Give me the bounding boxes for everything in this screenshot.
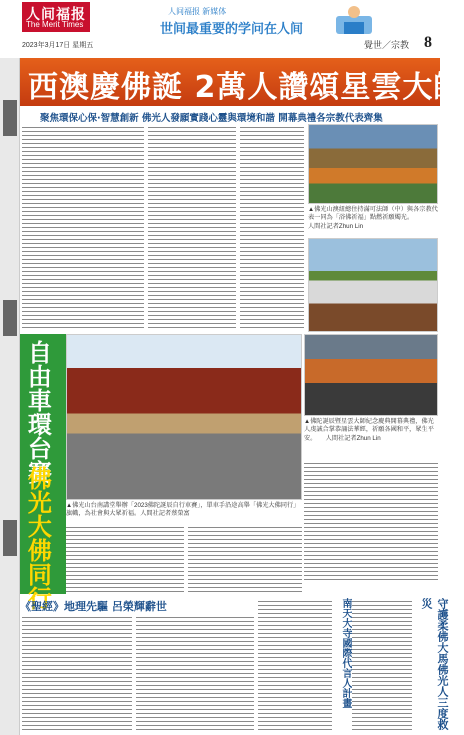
cycling-subtitle: 佛光大佛同行	[23, 466, 52, 610]
article-text-column	[136, 614, 254, 732]
sidebar-band	[3, 300, 17, 336]
article-text-column	[258, 598, 332, 732]
promo-tag: 人间福报 新媒体	[168, 7, 227, 16]
story-title-johor: 守護柔佛大馬佛光人三度救災	[420, 598, 449, 730]
edge-sidebar	[0, 0, 20, 735]
caption-photo1: ▲佛光山澳紐總住持滿可法師（中）與各宗教代表一同為「浴佛祈福」點燃祈願燭光。 人間社記者Zhun Lin	[308, 206, 438, 230]
logo-chinese: 人间福报	[26, 6, 86, 22]
issue-date: 2023年3月17日 星期五	[22, 42, 94, 49]
subheadline: 聚焦環保心保·智慧創新 佛光人發願實踐心靈與環境和諧 開幕典禮各宗教代表齊集	[40, 113, 383, 124]
photo-ceremony	[308, 124, 438, 204]
headline: 西澳慶佛誕 2萬人讚頌星雲大師	[28, 70, 464, 105]
promo-slogan: 世间最重要的学问在人间	[160, 21, 304, 36]
photo-crowd	[308, 238, 438, 332]
article-text-column	[240, 124, 304, 330]
article-text-column	[22, 124, 144, 330]
article-text-column	[304, 460, 438, 580]
newspaper-logo[interactable]	[22, 2, 90, 32]
photo-monks	[304, 334, 438, 416]
cycling-title: 自由車環台賽	[23, 340, 52, 484]
article-text-column	[352, 598, 412, 732]
logo-english: The Merit Times	[26, 20, 84, 29]
article-text-column	[148, 124, 236, 330]
photo-cycling	[66, 334, 302, 500]
article-text-column	[66, 524, 184, 592]
caption-photo3: ▲佛光山台南講堂舉辦「2023佛陀誕辰自行車賽」，單車手沿途高舉「佛光大佛同行」旗幟，為社會與大眾祈福。人間社記者蔡榮富	[66, 502, 300, 518]
page-number: 8	[424, 34, 432, 51]
article-text-column	[188, 524, 302, 592]
sidebar-band	[3, 520, 17, 556]
story-title-bible: 《聖經》地理先驅 呂榮輝辭世	[20, 600, 167, 613]
article-text-column	[22, 614, 132, 732]
section-label: 覺世／宗教	[364, 40, 410, 50]
story-title-nantien: 南天大寺國際代言人計畫	[340, 598, 351, 708]
sidebar-band	[3, 100, 17, 136]
reading-figure-icon	[330, 2, 380, 40]
caption-photo2: ▲佛陀誕辰暨星雲大師紀念慶典開幕典禮，佛光人虔誠合掌恭誦法華經，祈願各國和平，眾生平安。 人間社記者Zhun Lin	[304, 418, 434, 442]
